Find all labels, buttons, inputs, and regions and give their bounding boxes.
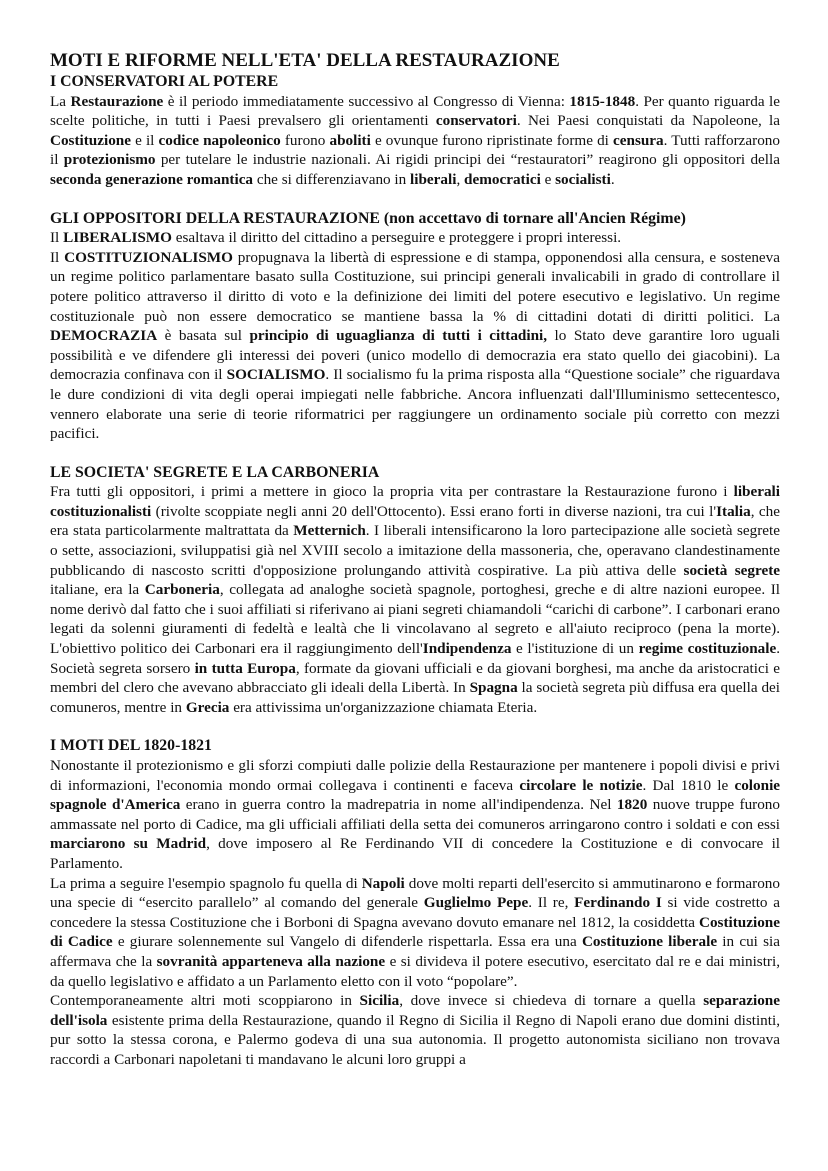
text-run: era attivissima un'organizzazione chiamata Eteria.	[229, 698, 538, 716]
bold-text: Restaurazione	[70, 92, 164, 110]
text-run: per tutelare le industrie nazionali. Ai rigidi principi dei “restauratori” reagirono gli oppositori della	[155, 151, 780, 169]
text-run: La	[50, 92, 71, 110]
text-run: che si differenziavano in	[253, 170, 411, 188]
text-run: (rivolte scoppiate negli anni 20 dell'Ottocento). Essi erano forti in diverse nazioni, tra cui l'	[151, 502, 717, 520]
text-run: propugnava la libertà di espressione e di stampa, opponendosi alla censura, e sosteneva un regime politico parlamentare basato sulla Costituzione, sui principi generali invalicabili in grado di controllare il potere politico attraverso il diritto di voto e la definizione dei limiti del potere esecutivo e legislativo. Un regime costituzionale può non essere democratico se mantiene bassa la % di cittadini dotati di diritti politici. La	[50, 248, 780, 325]
bold-text: conservatori	[435, 112, 517, 130]
text-run: La prima a seguire l'esempio spagnolo fu quella di	[50, 874, 362, 892]
bold-text: in tutta Europa	[194, 659, 296, 677]
section-heading: GLI OPPOSITORI DELLA RESTAURAZIONE (non accettavo di tornare all'Ancien Régime)	[50, 209, 686, 227]
document-body	[50, 72, 780, 1070]
bold-text: colonie spagnole d'America	[50, 776, 781, 814]
section-heading: I MOTI DEL 1820-1821	[50, 737, 212, 755]
paragraph	[50, 756, 780, 874]
text-run: e	[540, 170, 556, 188]
bold-text: Italia	[716, 502, 751, 520]
bold-text: COSTITUZIONALISMO	[64, 248, 233, 266]
paragraph	[50, 248, 780, 444]
bold-text: Indipendenza	[422, 640, 512, 658]
bold-text: Grecia	[185, 698, 230, 716]
text-run: ,	[456, 170, 465, 188]
bold-text: sovranità apparteneva alla nazione	[156, 952, 386, 970]
text-run: . Per quanto riguarda le scelte politiche, in tutti i Paesi prevalsero gli orientamenti	[50, 92, 780, 130]
text-run: . Nei Paesi conquistati da Napoleone, la	[516, 112, 781, 130]
text-run: e giurare solennemente sul Vangelo di difenderle rispettarla. Essa era una	[112, 933, 582, 951]
bold-text: Metternich	[293, 522, 366, 540]
text-run: lo Stato deve garantire loro uguali possibilità e ve difendere gli interessi dei poveri (unico modello di democrazia era stato quello dei giacobini). La democrazia confinava con il	[50, 327, 781, 384]
bold-text: liberali	[410, 170, 457, 188]
text-run: e l'istituzione di un	[511, 640, 639, 658]
bold-text: liberali costituzionalisti	[50, 483, 780, 520]
text-run: . Società segreta sorsero	[50, 640, 780, 677]
bold-text: seconda generazione romantica	[50, 170, 254, 188]
bold-text: regime costituzionale	[638, 640, 777, 658]
bold-text: SOCIALISMO	[226, 366, 326, 384]
text-run: , che era stata particolarmente maltrattata da	[50, 502, 781, 540]
bold-text: circolare le notizie	[519, 776, 643, 794]
paragraph	[50, 874, 780, 992]
bold-text: Carboneria	[144, 581, 220, 599]
text-run: Nonostante il protezionismo e gli sforzi compiuti dalle polizie della Restaurazione per mantenere i popoli divisi e privi di informazioni, l'economia mondo ormai collegava i continenti e faceva	[50, 757, 780, 794]
text-run: Il	[50, 229, 64, 247]
paragraph	[50, 991, 780, 1069]
text-run: e si divideva il potere esecutivo, esercitato dal re e dai ministri, da quello legislativo e affidato a un Parlamento eletto con il voto “popolare”.	[50, 952, 781, 990]
bold-text: aboliti	[329, 131, 371, 149]
text-run: è il periodo immediatamente successivo al Congresso di Vienna:	[163, 92, 570, 110]
text-run: Il	[50, 248, 65, 266]
bold-text: marciarono su Madrid	[50, 835, 207, 853]
text-run: esaltava il diritto del cittadino a perseguire e proteggere i propri interessi.	[171, 229, 622, 247]
bold-text: Ferdinando I	[574, 894, 662, 912]
text-run: nuove truppe furono ammassate nel porto di Cadice, ma gli ufficiali affiliati della setta dei comuneros arringarono contro i soldati e con essi	[50, 796, 780, 833]
text-run: . Tutti rafforzarono il	[50, 131, 780, 169]
text-run: italiane, era la	[50, 581, 145, 599]
bold-text: protezionismo	[63, 151, 156, 169]
text-run: . I liberali intensificarono la loro partecipazione alle società segrete o sette, associazioni, sviluppatisi già nel XVIII secolo a imitazione della massoneria, che, operavano clandestinamente pubblicando di nascosto scritti d'opposizione prolungando attività cospirative. La più attiva delle	[50, 522, 780, 579]
bold-text: Napoli	[361, 874, 405, 892]
text-run: furono	[280, 131, 330, 149]
bold-text: socialisti	[555, 170, 611, 188]
text-run: è basata sul	[157, 327, 250, 345]
text-run: . Dal 1810 le	[642, 776, 735, 794]
bold-text: Sicilia	[359, 992, 400, 1010]
bold-text: Guglielmo Pepe	[423, 894, 529, 912]
bold-text: DEMOCRAZIA	[50, 327, 158, 345]
text-run: . Il re,	[528, 894, 575, 912]
text-run: , dove invece si chiedeva di tornare a quella	[399, 992, 704, 1010]
bold-text: Costituzione liberale	[581, 933, 718, 951]
paragraph	[50, 228, 780, 248]
section-heading: LE SOCIETA' SEGRETE E LA CARBONERIA	[50, 463, 380, 481]
bold-text: 1815-1848	[569, 92, 636, 110]
text-run: in cui sia affermava che la	[50, 933, 780, 970]
bold-text: democratici	[464, 170, 541, 188]
text-run: dove molti reparti dell'esercito si ammutinarono e formarono una specie di “esercito parallelo” al comando del generale	[50, 874, 780, 912]
bold-text: separazione dell'isola	[50, 992, 780, 1029]
bold-text: Costituzione di Cadice	[50, 913, 780, 951]
text-run: Contemporaneamente altri moti scoppiarono in	[50, 992, 360, 1010]
text-run: si vide costretto a concedere la stessa Costituzione che i Borboni di Spagna avevano dovuto emanare nel 1812, la cosiddetta	[50, 894, 780, 931]
paragraph	[50, 482, 780, 717]
paragraph	[50, 92, 780, 190]
text-run: Fra tutti gli oppositori, i primi a mettere in gioco la propria vita per contrastare la Restaurazione furono i	[50, 483, 734, 501]
text-run: , collegata ad analoghe società spagnole, portoghesi, greche e di altre nazioni europee. Il nome derivò dal fatto che i suoi affiliati si riferivano ai piani segreti chiamandoli “carichi di carbone”. I carbonari erano legati da solenni giuramenti di fedeltà e lealtà che li vincolavano al segreto e all'aiuto reciproco (pena la morte). L'obiettivo politico dei Carbonari era il raggiungimento dell'	[50, 581, 780, 658]
bold-text: principio di uguaglianza di tutti i cittadini,	[249, 327, 548, 345]
bold-text: codice napoleonico	[158, 131, 281, 149]
text-run: e ovunque furono ripristinate forme di	[370, 131, 614, 149]
text-run: la società segreta più diffusa era quella dei comuneros, mentre in	[50, 679, 780, 716]
text-run: .	[610, 170, 615, 188]
text-run: esistente prima della Restaurazione, quando il Regno di Sicilia il Regno di Napoli erano due domini distinti, pur sotto la stessa corona, e Palermo godeva di una sua autonomia. Il progetto autonomista siciliano non trovava raccordi a Carbonari napoletani ti mandavano le alcuni loro gruppi a	[50, 1011, 780, 1068]
text-run: e il	[131, 131, 159, 149]
bold-text: Costituzione	[50, 131, 131, 149]
bold-text: società segrete	[683, 561, 780, 579]
bold-text: LIBERALISMO	[63, 229, 172, 247]
bold-text: Spagna	[469, 679, 518, 697]
bold-text: 1820	[616, 796, 648, 814]
page-title: MOTI E RIFORME NELL'ETA' DELLA RESTAURAZIONE	[50, 50, 560, 71]
text-run: erano in guerra contro la madrepatria in nome all'indipendenza. Nel	[180, 796, 617, 814]
section-heading: I CONSERVATORI AL POTERE	[50, 73, 279, 90]
bold-text: censura	[613, 131, 664, 149]
text-run: , dove imposero al Re Ferdinando VII di concedere la Costituzione e di convocare il Parlamento.	[50, 835, 781, 872]
text-run: , formate da giovani ufficiali e da giovani borghesi, ma anche da aristocratici e membri del clero che avevano abbracciato gli ideali della Libertà. In	[50, 659, 781, 697]
text-run: . Il socialismo fu la prima risposta alla “Questione sociale” che riguardava le dure condizioni di vita degli operai impiegati nelle fabbriche. Ancora influenzati dall'Illuminismo settecentesco, vennero elaborate una serie di teorie riformatrici per raggiungere un ordinamento sociale più corretto con mezzi pacifici.	[50, 366, 780, 443]
